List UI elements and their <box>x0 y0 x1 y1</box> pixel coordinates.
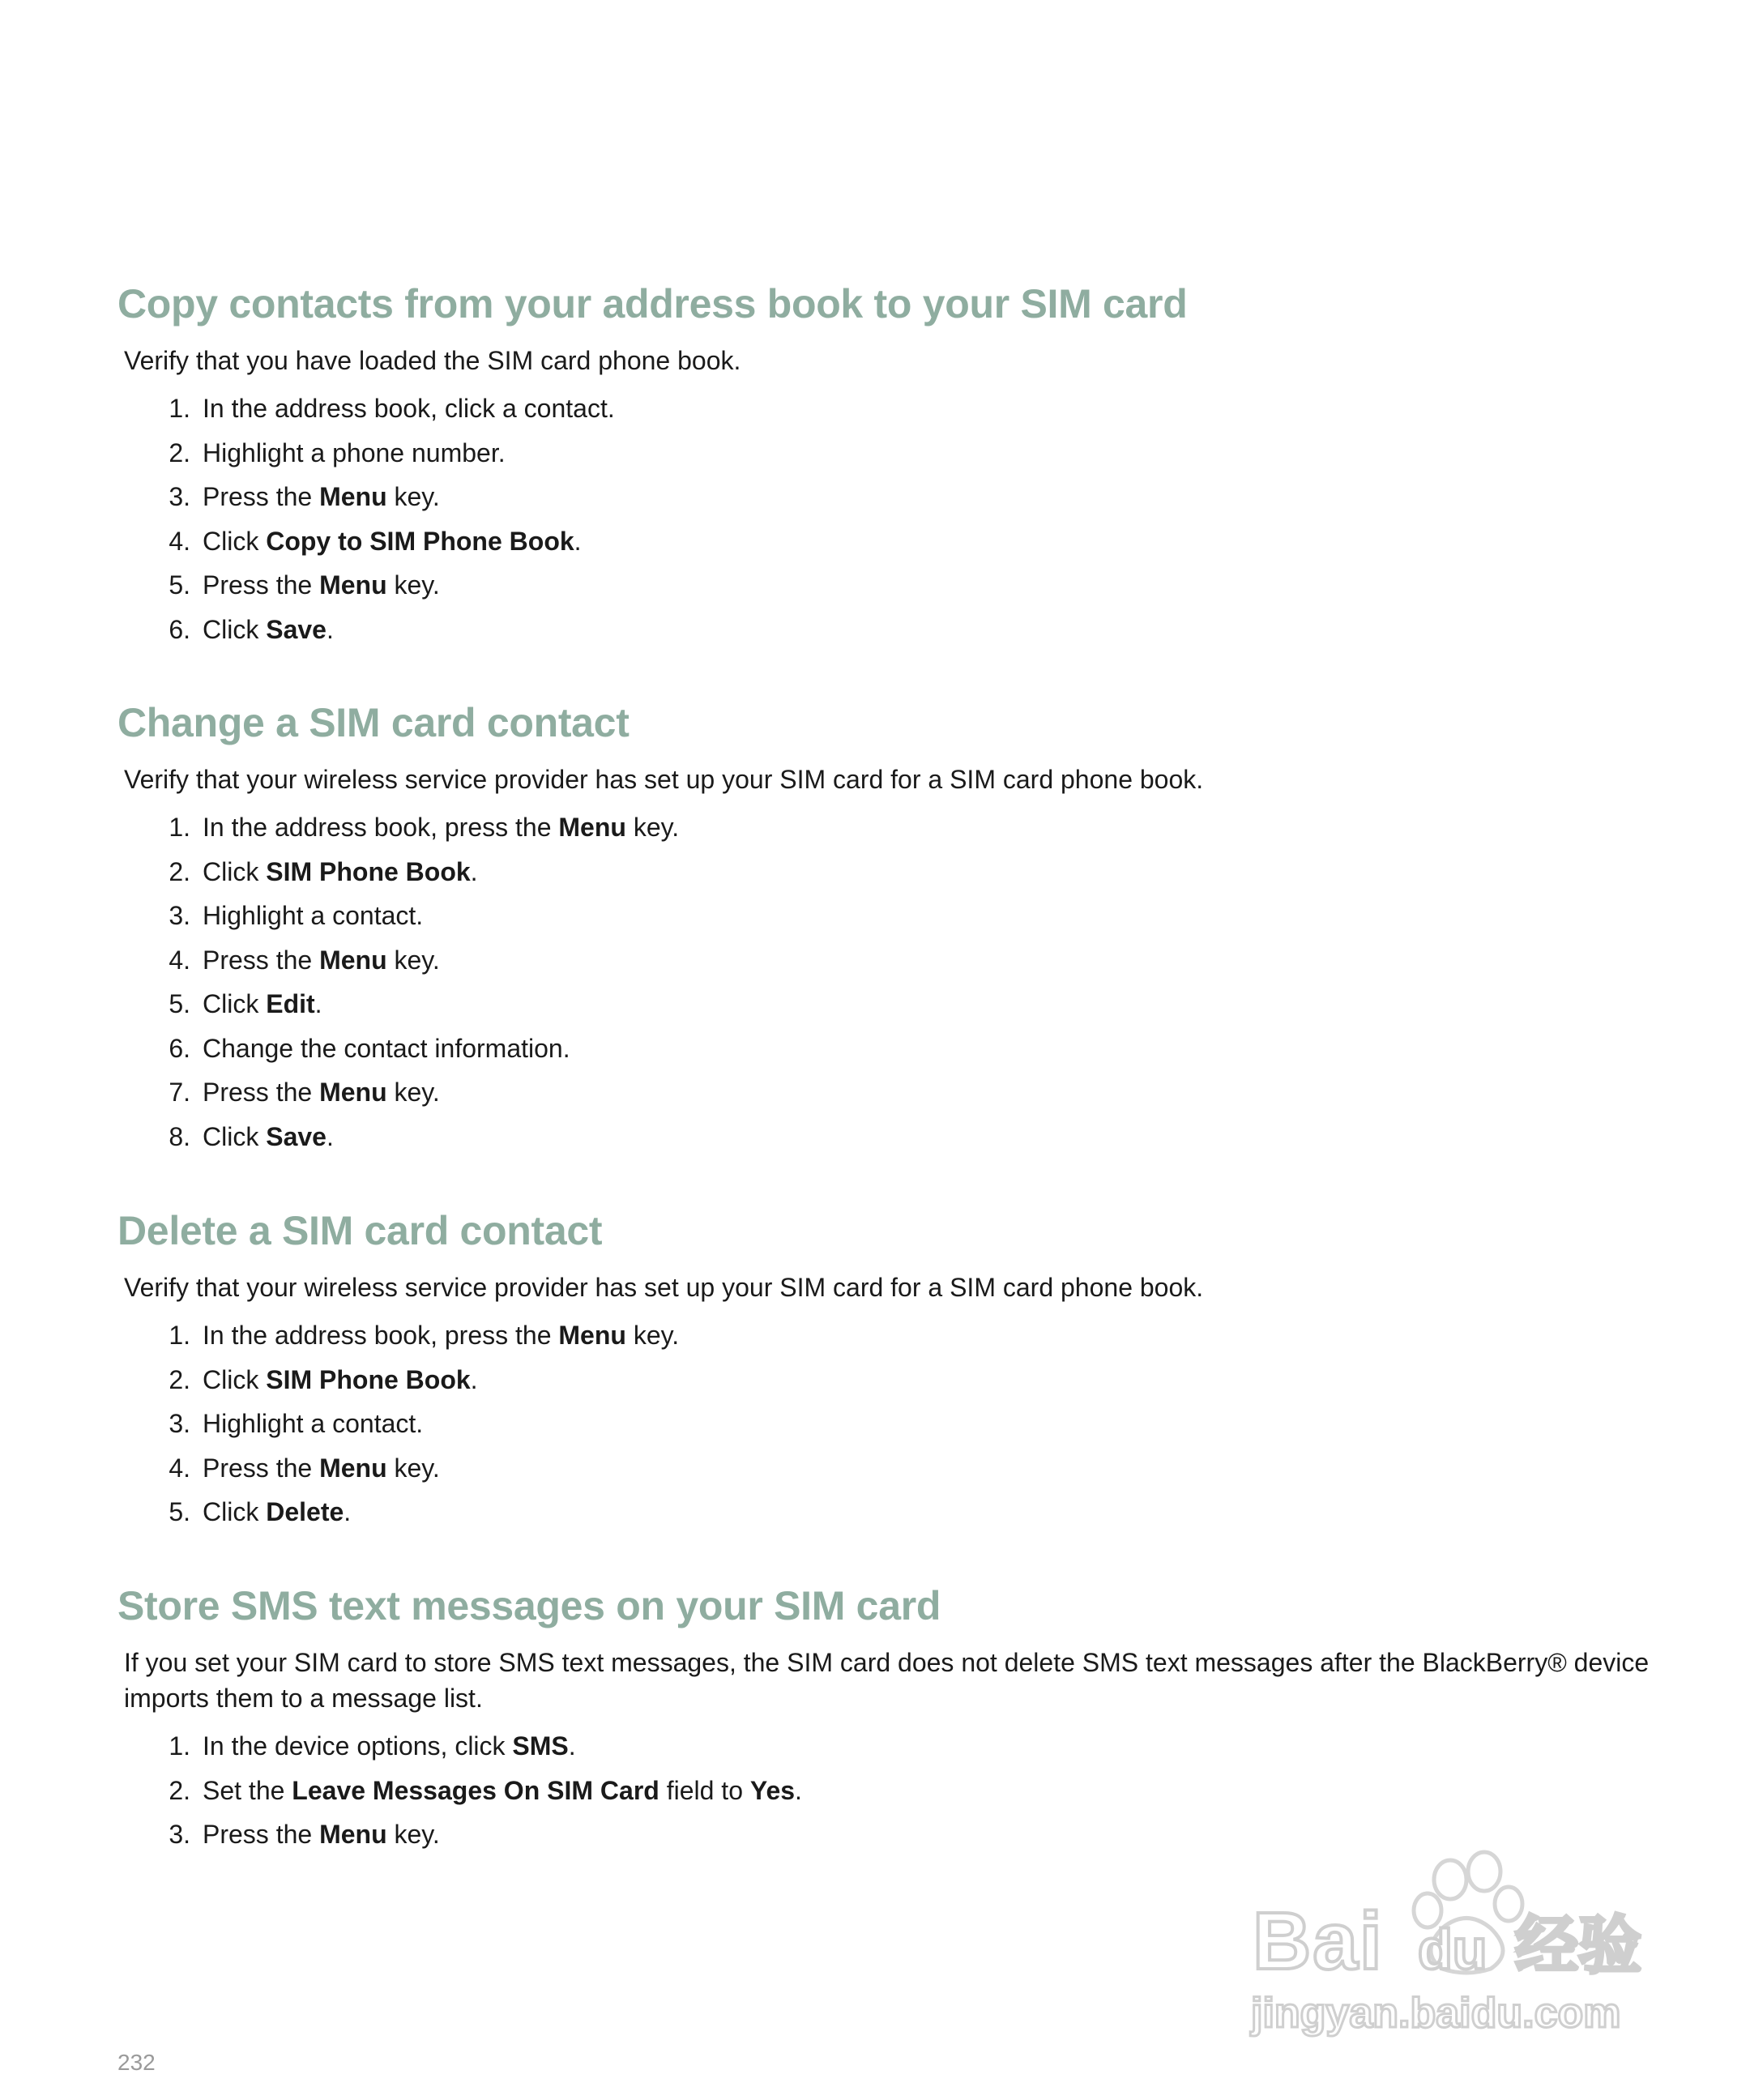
step-number: 2. <box>169 1364 190 1394</box>
step-number: 1. <box>169 1731 190 1761</box>
step-text <box>203 431 506 476</box>
step-number: 1. <box>169 1321 190 1350</box>
step-item <box>117 982 1657 1027</box>
step-item <box>117 1769 1657 1813</box>
section-copy-contacts <box>117 280 1657 651</box>
step-text <box>203 1402 423 1446</box>
step-text-part: Press the <box>203 1078 320 1107</box>
step-text-part: Press the <box>203 570 320 600</box>
step-text-part: Click <box>203 989 267 1018</box>
step-text-part: . <box>574 526 582 556</box>
step-text <box>203 1769 802 1813</box>
step-text-part: Click <box>203 856 267 886</box>
step-text-part: field to <box>659 1775 750 1805</box>
step-text-part: key. <box>625 813 680 842</box>
section-store-sms <box>117 1581 1657 1857</box>
step-number: 6. <box>169 1033 190 1063</box>
step-text-part: . <box>568 1731 576 1761</box>
step-number: 5. <box>169 1497 190 1526</box>
step-item <box>117 1358 1657 1402</box>
step-text <box>203 608 334 652</box>
step-text <box>203 475 440 519</box>
step-item <box>117 431 1657 476</box>
step-item <box>117 1070 1657 1115</box>
step-ui-term: Yes <box>749 1775 796 1805</box>
step-text <box>203 386 615 431</box>
step-item <box>117 1115 1657 1159</box>
step-text-part: In the address book, click a contact. <box>203 394 615 423</box>
step-ui-term: Leave Messages On SIM Card <box>292 1775 659 1805</box>
svg-text:Bai: Bai <box>1253 1896 1384 1987</box>
step-item <box>117 938 1657 983</box>
step-number: 1. <box>169 813 190 842</box>
step-text-part: key. <box>386 1820 440 1849</box>
step-text-part: . <box>326 1121 334 1151</box>
step-text-part: . <box>344 1497 352 1526</box>
section-title: Store SMS text messages on your SIM card <box>117 1583 941 1628</box>
step-text-part: Press the <box>203 945 320 975</box>
step-item <box>117 1490 1657 1534</box>
step-item <box>117 1446 1657 1491</box>
step-number: 1. <box>169 394 190 423</box>
step-text <box>203 1446 440 1491</box>
step-text-part: key. <box>625 1321 680 1350</box>
step-ui-term: Menu <box>319 1078 387 1107</box>
step-text-part: Change the contact information. <box>203 1033 570 1063</box>
section-intro: Verify that your wireless service provider has set up your SIM card for a SIM card phone book. <box>124 1273 1204 1302</box>
step-item <box>117 608 1657 652</box>
step-number: 6. <box>169 614 190 644</box>
step-text <box>203 519 582 564</box>
step-text <box>203 982 322 1027</box>
step-text <box>203 850 478 894</box>
step-item <box>117 894 1657 938</box>
step-number: 2. <box>169 1775 190 1805</box>
step-item <box>117 1402 1657 1446</box>
step-text-part: Press the <box>203 1820 320 1849</box>
step-text <box>203 563 440 608</box>
step-text-part: Highlight a phone number. <box>203 438 506 467</box>
step-item <box>117 386 1657 431</box>
step-item <box>117 519 1657 564</box>
section-intro: If you set your SIM card to store SMS text messages, the SIM card does not delete SMS text messages after the BlackBerry® device imports them to a message list. <box>124 1648 1650 1713</box>
step-list <box>117 805 1657 1159</box>
step-text <box>203 1070 440 1115</box>
step-text-part: . <box>470 856 478 886</box>
section-title: Delete a SIM card contact <box>117 1208 603 1253</box>
step-text-part: Highlight a contact. <box>203 1409 424 1438</box>
section-title: Change a SIM card contact <box>117 700 630 745</box>
step-ui-term: SMS <box>512 1731 569 1761</box>
step-text-part: In the address book, press the <box>203 813 559 842</box>
step-number: 2. <box>169 856 190 886</box>
step-number: 2. <box>169 438 190 467</box>
svg-text:jingyan.baidu.com: jingyan.baidu.com <box>1251 1990 1621 2037</box>
step-item <box>117 1313 1657 1358</box>
step-text-part: Click <box>203 614 267 644</box>
step-ui-term: Menu <box>558 1321 626 1350</box>
step-text-part: Click <box>203 1121 267 1151</box>
step-ui-term: SIM Phone Book <box>266 1364 471 1394</box>
step-text <box>203 1724 576 1769</box>
baidu-paw-logo-icon <box>1248 1847 1669 2042</box>
step-number: 3. <box>169 1409 190 1438</box>
step-number: 5. <box>169 570 190 600</box>
step-ui-term: Menu <box>558 813 626 842</box>
step-number: 4. <box>169 945 190 975</box>
step-ui-term: Save <box>266 614 327 644</box>
step-ui-term: Delete <box>266 1497 344 1526</box>
section-delete-contact <box>117 1206 1657 1534</box>
step-text-part: key. <box>386 482 440 511</box>
step-ui-term: Copy to SIM Phone Book <box>266 526 574 556</box>
section-intro: Verify that your wireless service provider has set up your SIM card for a SIM card phone book. <box>124 765 1204 794</box>
section-change-contact <box>117 698 1657 1159</box>
step-number: 5. <box>169 989 190 1018</box>
step-text-part: key. <box>386 1078 440 1107</box>
step-ui-term: Menu <box>319 1820 387 1849</box>
step-text-part: Press the <box>203 482 320 511</box>
step-text-part: Click <box>203 1364 267 1394</box>
step-number: 8. <box>169 1121 190 1151</box>
step-number: 7. <box>169 1078 190 1107</box>
step-text <box>203 1812 440 1857</box>
step-text <box>203 1490 351 1534</box>
step-text-part: Highlight a contact. <box>203 901 424 930</box>
step-text-part: Set the <box>203 1775 292 1805</box>
step-item <box>117 563 1657 608</box>
step-number: 3. <box>169 1820 190 1849</box>
step-item <box>117 1027 1657 1071</box>
step-list <box>117 386 1657 651</box>
step-text-part: . <box>470 1364 478 1394</box>
step-number: 4. <box>169 526 190 556</box>
svg-text:经验: 经验 <box>1515 1910 1642 1983</box>
step-item <box>117 475 1657 519</box>
step-text-part: key. <box>386 570 440 600</box>
step-list <box>117 1313 1657 1534</box>
step-text-part: key. <box>386 945 440 975</box>
step-ui-term: Edit <box>266 989 315 1018</box>
step-number: 3. <box>169 901 190 930</box>
step-text <box>203 938 440 983</box>
step-ui-term: Menu <box>319 1453 387 1483</box>
step-list <box>117 1724 1657 1857</box>
step-text <box>203 1115 334 1159</box>
step-ui-term: Menu <box>319 570 387 600</box>
step-number: 4. <box>169 1453 190 1483</box>
step-text <box>203 1358 478 1402</box>
step-text-part: key. <box>386 1453 440 1483</box>
section-title: Copy contacts from your address book to your SIM card <box>117 281 1188 327</box>
step-text <box>203 805 679 850</box>
step-number: 3. <box>169 482 190 511</box>
step-ui-term: Save <box>266 1121 327 1151</box>
step-item <box>117 805 1657 850</box>
step-text-part: Click <box>203 1497 267 1526</box>
step-text-part: In the device options, click <box>203 1731 513 1761</box>
step-text-part: . <box>326 614 334 644</box>
step-item <box>117 850 1657 894</box>
step-text-part: Press the <box>203 1453 320 1483</box>
step-item <box>117 1724 1657 1769</box>
section-intro: Verify that you have loaded the SIM card phone book. <box>124 346 741 375</box>
step-text <box>203 894 423 938</box>
step-text-part: . <box>795 1775 802 1805</box>
step-ui-term: SIM Phone Book <box>266 856 471 886</box>
step-ui-term: Menu <box>319 482 387 511</box>
step-text-part: Click <box>203 526 267 556</box>
step-ui-term: Menu <box>319 945 387 975</box>
step-text <box>203 1313 679 1358</box>
step-text-part: In the address book, press the <box>203 1321 559 1350</box>
svg-text:du: du <box>1418 1918 1488 1981</box>
baidu-jingyan-watermark <box>1248 1847 1669 2042</box>
page-number: 232 <box>117 2050 156 2075</box>
step-text-part: . <box>314 989 322 1018</box>
step-text <box>203 1027 570 1071</box>
